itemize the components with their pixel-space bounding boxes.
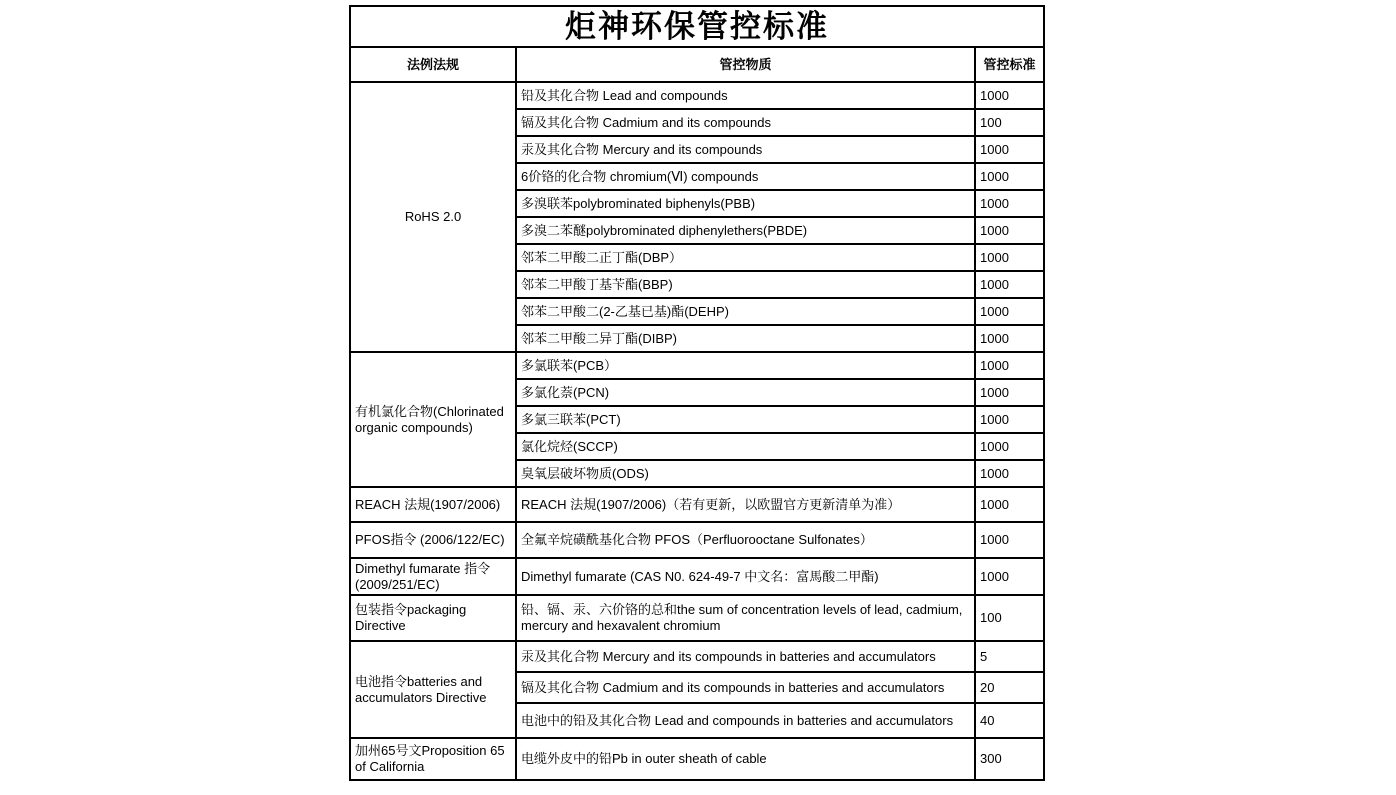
standard-cell: 5 xyxy=(975,641,1044,672)
standard-cell: 1000 xyxy=(975,522,1044,558)
standard-cell: 1000 xyxy=(975,298,1044,325)
col-header-law: 法例法规 xyxy=(350,47,516,82)
substance-cell: 汞及其化合物 Mercury and its compounds in batteries and accumulators xyxy=(516,641,975,672)
table-row xyxy=(350,558,1044,595)
substance-cell: 电池中的铅及其化合物 Lead and compounds in batteries and accumulators xyxy=(516,703,975,738)
substance-cell: 邻苯二甲酸二(2-乙基已基)酯(DEHP) xyxy=(516,298,975,325)
table-row xyxy=(350,641,1044,672)
standard-cell: 1000 xyxy=(975,82,1044,109)
law-cell-chlorinated: 有机氯化合物(Chlorinated organic compounds) xyxy=(350,352,516,487)
standard-cell: 1000 xyxy=(975,558,1044,595)
standard-cell: 1000 xyxy=(975,217,1044,244)
substance-cell: 邻苯二甲酸丁基苄酯(BBP) xyxy=(516,271,975,298)
standard-cell: 40 xyxy=(975,703,1044,738)
substance-cell: 多溴联苯polybrominated biphenyls(PBB) xyxy=(516,190,975,217)
table-row xyxy=(350,352,1044,379)
substance-cell: 镉及其化合物 Cadmium and its compounds in batteries and accumulators xyxy=(516,672,975,703)
table-header-row xyxy=(350,47,1044,82)
substance-cell: 多氯联苯(PCB） xyxy=(516,352,975,379)
law-cell-prop65: 加州65号文Proposition 65 of California xyxy=(350,738,516,780)
standard-cell: 1000 xyxy=(975,325,1044,352)
table-row xyxy=(350,82,1044,109)
substance-cell: 氯化烷烃(SCCP) xyxy=(516,433,975,460)
table-row xyxy=(350,487,1044,522)
col-header-standard: 管控标准 xyxy=(975,47,1044,82)
substance-cell: Dimethyl fumarate (CAS N0. 624-49-7 中文名：富馬酸二甲酯) xyxy=(516,558,975,595)
substance-cell: 汞及其化合物 Mercury and its compounds xyxy=(516,136,975,163)
table-row xyxy=(350,595,1044,641)
standard-cell: 1000 xyxy=(975,406,1044,433)
substance-cell: 多溴二苯醚polybrominated diphenylethers(PBDE) xyxy=(516,217,975,244)
law-cell-batteries: 电池指令batteries and accumulators Directive xyxy=(350,641,516,738)
law-cell-reach: REACH 法規(1907/2006) xyxy=(350,487,516,522)
law-cell-packaging: 包装指令packaging Directive xyxy=(350,595,516,641)
standard-cell: 1000 xyxy=(975,136,1044,163)
table-title-row xyxy=(350,6,1044,47)
table-row xyxy=(350,738,1044,780)
substance-cell: 邻苯二甲酸二正丁酯(DBP） xyxy=(516,244,975,271)
standard-cell: 1000 xyxy=(975,460,1044,487)
substance-cell: 镉及其化合物 Cadmium and its compounds xyxy=(516,109,975,136)
law-cell-pfos: PFOS指令 (2006/122/EC) xyxy=(350,522,516,558)
substance-cell: 邻苯二甲酸二异丁酯(DIBP) xyxy=(516,325,975,352)
standard-cell: 300 xyxy=(975,738,1044,780)
substance-cell: 铅及其化合物 Lead and compounds xyxy=(516,82,975,109)
law-cell-rohs: RoHS 2.0 xyxy=(350,82,516,352)
standard-cell: 1000 xyxy=(975,190,1044,217)
substance-cell: 全氟辛烷磺酰基化合物 PFOS（Perfluorooctane Sulfonates） xyxy=(516,522,975,558)
standard-cell: 1000 xyxy=(975,352,1044,379)
standard-cell: 1000 xyxy=(975,379,1044,406)
standard-cell: 1000 xyxy=(975,271,1044,298)
standard-cell: 1000 xyxy=(975,487,1044,522)
col-header-substance: 管控物质 xyxy=(516,47,975,82)
standard-cell: 1000 xyxy=(975,433,1044,460)
standard-cell: 100 xyxy=(975,109,1044,136)
substance-cell: 电缆外皮中的铅Pb in outer sheath of cable xyxy=(516,738,975,780)
substance-cell: 多氯三联苯(PCT) xyxy=(516,406,975,433)
standard-cell: 1000 xyxy=(975,244,1044,271)
standard-cell: 100 xyxy=(975,595,1044,641)
substance-cell: 铅、镉、汞、六价铬的总和the sum of concentration levels of lead, cadmium, mercury and hexavalent chromium xyxy=(516,595,975,641)
page-title: 炬神环保管控标准 xyxy=(350,6,1044,47)
standard-cell: 20 xyxy=(975,672,1044,703)
substance-cell: 臭氧层破坏物质(ODS) xyxy=(516,460,975,487)
law-cell-dimethyl-fumarate: Dimethyl fumarate 指令 (2009/251/EC) xyxy=(350,558,516,595)
substance-cell: 6价铬的化合物 chromium(Ⅵ) compounds xyxy=(516,163,975,190)
control-standard-table xyxy=(349,5,1045,781)
substance-cell: 多氯化萘(PCN) xyxy=(516,379,975,406)
substance-cell: REACH 法規(1907/2006)（若有更新，以欧盟官方更新清单为准） xyxy=(516,487,975,522)
standard-cell: 1000 xyxy=(975,163,1044,190)
table-row xyxy=(350,522,1044,558)
